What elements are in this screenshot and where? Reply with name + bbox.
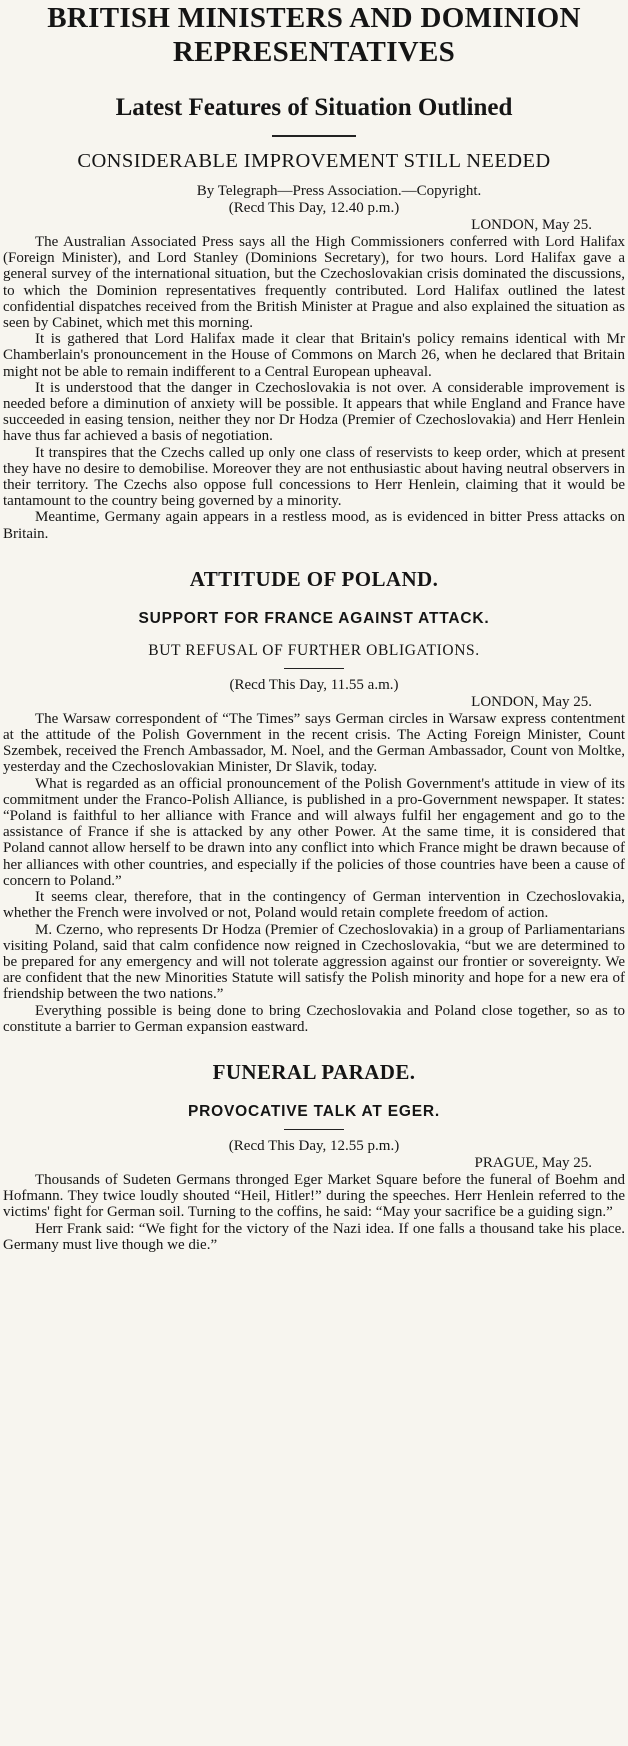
article1-paragraph: It is gathered that Lord Halifax made it clear that Britain's policy remains identical with Mr Chamberlain's pronouncement in the House of Commons on March 26, when he declared that Britain might not be able to remain indifferent to a Central European upheaval. <box>3 331 625 380</box>
article1-body <box>3 234 625 542</box>
article2-subheading: SUPPORT FOR FRANCE AGAINST ATTACK. <box>138 609 490 627</box>
article1-received: (Recd This Day, 12.40 p.m.) <box>228 200 400 216</box>
article1-paragraph: It is understood that the danger in Czechoslovakia is not over. A considerable improvement is needed before a diminution of anxiety will be possible. It appears that while England and France have succeeded in easing tension, neither they nor Dr Hodza (Premier of Czechoslovakia) and Herr Henlein have thus far achieved a basis of negotiation. <box>3 379 625 445</box>
headline-rule <box>272 135 356 137</box>
article3-body <box>3 1172 625 1253</box>
sub-headline: Latest Features of Situation Outlined <box>115 94 513 121</box>
article3-paragraph: Herr Frank said: “We fight for the victory of the Nazi idea. If one falls a thousand take his place. Germany must live though we die.” <box>3 1220 625 1253</box>
article2-rule <box>284 668 344 669</box>
article1-dateline: LONDON, May 25. <box>471 217 592 233</box>
press-credit: By Telegraph—Press Association.—Copyright. <box>196 183 482 199</box>
article3-heading: FUNERAL PARADE. <box>212 1059 416 1084</box>
main-headline: BRITISH MINISTERS AND DOMINION REPRESENTATIVES <box>47 2 581 68</box>
deck-headline: CONSIDERABLE IMPROVEMENT STILL NEEDED <box>77 150 551 172</box>
article3-dateline: PRAGUE, May 25. <box>474 1154 592 1171</box>
article2-subheading-2: BUT REFUSAL OF FURTHER OBLIGATIONS. <box>148 641 480 659</box>
article3-rule <box>284 1129 344 1130</box>
article2-paragraph: It seems clear, therefore, that in the contingency of German intervention in Czechoslovakia, whether the French were involved or not, Poland would retain complete freedom of action. <box>3 889 625 922</box>
article1-paragraph: The Australian Associated Press says all the High Commissioners conferred with Lord Halifax (Foreign Minister), and Lord Stanley (Dominions Secretary), for two hours. Lord Halifax gave a general survey of the international situation, but the Czechoslovakian crisis dominated the discussions, to which the Dominion representatives frequently contributed. Lord Halifax outlined the latest confidential dispatches received from the British Minister at Prague and also explained the situation as seen by Cabinet, which met this morning. <box>3 234 625 332</box>
article2-paragraph: The Warsaw correspondent of “The Times” says German circles in Warsaw express contentment at the attitude of the Polish Government in the recent crisis. The Acting Foreign Minister, Count Szembek, received the French Ambassador, M. Noel, and the German Ambassador, Count von Moltke, yesterday and the Czechoslovakian Minister, Dr Slavik, today. <box>3 710 625 776</box>
article2-dateline: LONDON, May 25. <box>471 693 592 710</box>
article1-paragraph: It transpires that the Czechs called up only one class of reservists to keep order, which at present they have no desire to demobilise. Moreover they are not enthusiastic about having neutral observers in their territory. The Czechs also oppose full concessions to Herr Henlein, claiming that it would be tantamount to the country being governed by a minority. <box>3 444 625 510</box>
article3-subheading: PROVOCATIVE TALK AT EGER. <box>188 1102 440 1120</box>
article2-body <box>3 711 625 1035</box>
article3-received: (Recd This Day, 12.55 p.m.) <box>228 1137 400 1154</box>
article2-paragraph: What is regarded as an official pronouncement of the Polish Government's attitude in view of its commitment under the Franco-Polish Alliance, is published in a pro-Government newspaper. It states: “Poland is faithful to her alliance with France and will always fulfil her engagement and go to the assistance of France if she is attacked by any other Power. At the same time, it is considered that Poland cannot allow herself to be drawn into any conflict into which France might be drawn because of her alliances with other countries, and especially if the policies of those countries have been a cause of concern to Poland.” <box>3 775 625 889</box>
article2-paragraph: M. Czerno, who represents Dr Hodza (Premier of Czechoslovakia) in a group of Parliamentarians visiting Poland, said that calm confidence now reigned in Czechoslovakia, “but we are determined to be prepared for any emergency and will not tolerate aggression against our frontier or sovereignty. We are confident that the new Minorities Statute will satisfy the Polish minority and hope for a new era of friendship between the two nations.” <box>3 921 625 1003</box>
article2-heading: ATTITUDE OF POLAND. <box>189 566 439 591</box>
article3-paragraph: Thousands of Sudeten Germans thronged Eger Market Square before the funeral of Boehm and Hofmann. They twice loudly shouted “Heil, Hitler!” during the speeches. Herr Henlein referred to the victims' fight for German soil. Turning to the coffins, he said: “May your sacrifice be a guiding sign.” <box>3 1171 625 1221</box>
article2-received: (Recd This Day, 11.55 a.m.) <box>229 676 399 693</box>
article1-paragraph: Meantime, Germany again appears in a restless mood, as is evidenced in bitter Press attacks on Britain. <box>3 509 625 542</box>
article2-paragraph: Everything possible is being done to bring Czechoslovakia and Poland close together, so as to constitute a barrier to German expansion eastward. <box>3 1002 625 1035</box>
